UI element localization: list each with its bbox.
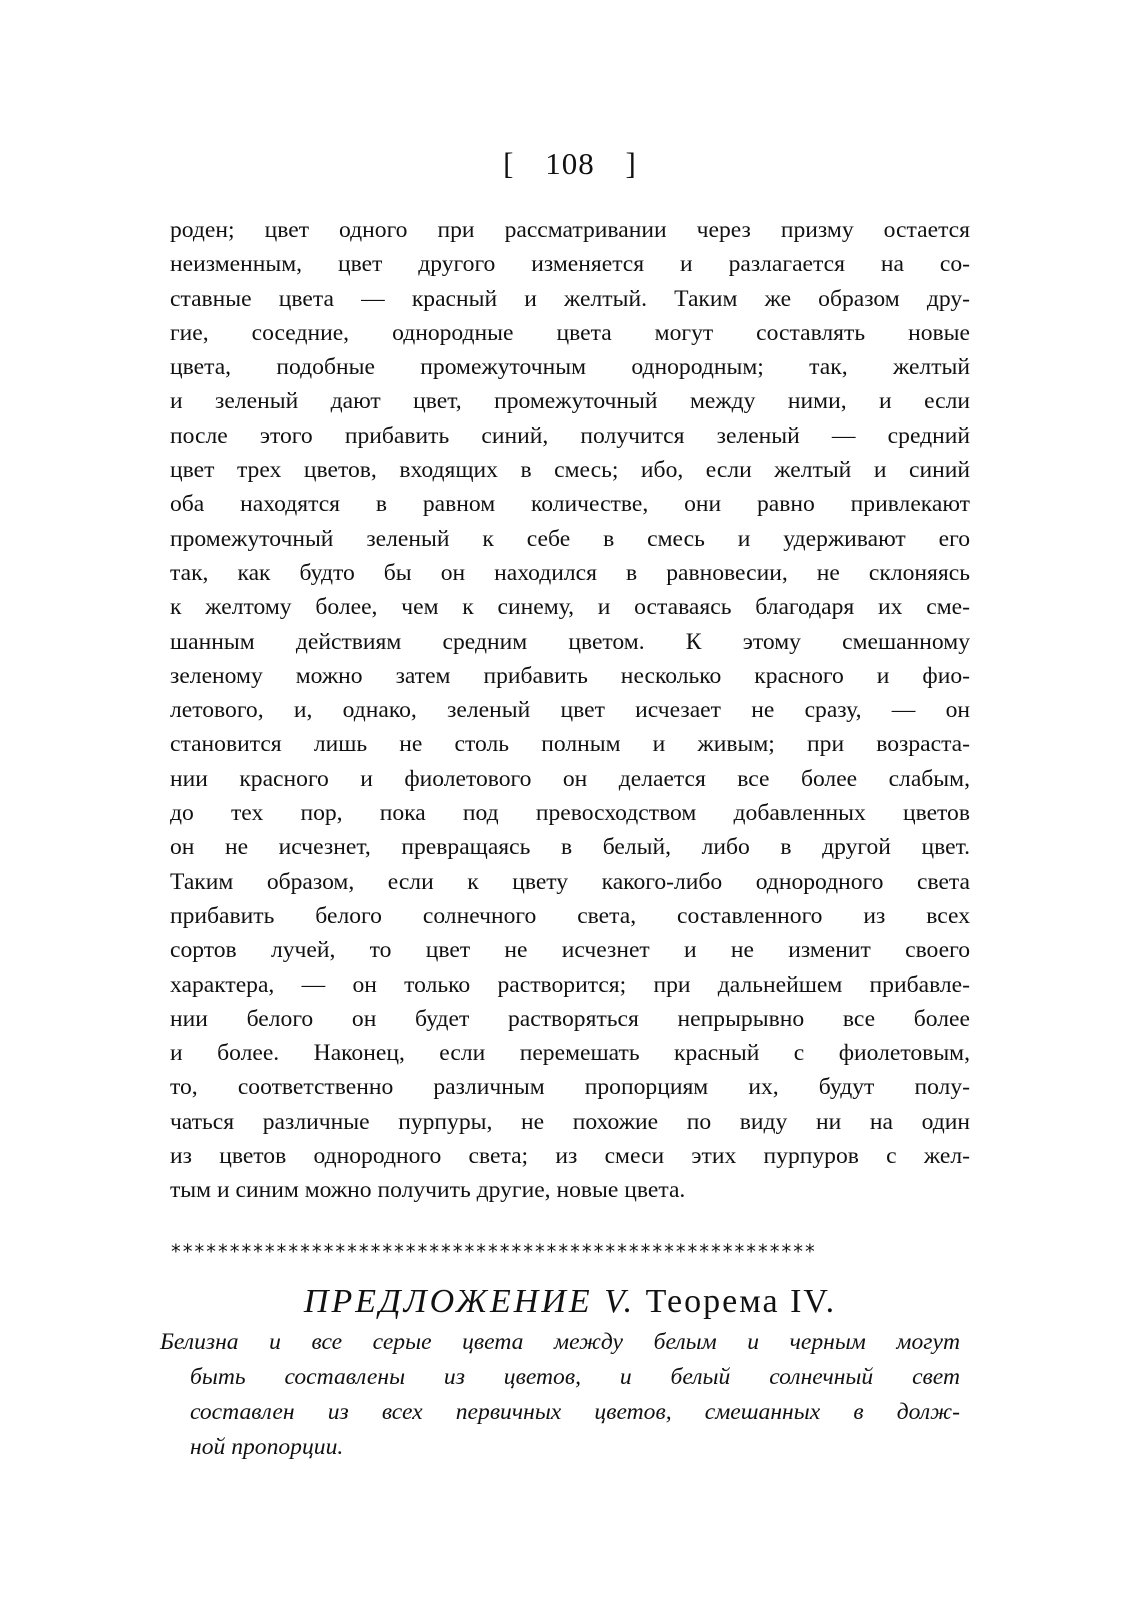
body-line: сортов лучей, то цвет не исчезнет и не изменит своего: [170, 937, 970, 964]
theorem-line: Белизна и все серые цвета между белым и черным могут: [160, 1329, 960, 1355]
body-line: промежуточный зеленый к себе в смесь и удерживают его: [170, 525, 970, 552]
body-line: шанным действиям средним цветом. К этому смешанному: [170, 628, 970, 655]
theorem-line: ной пропорции.: [190, 1434, 344, 1460]
body-line: нии белого он будет растворяться непрырывно все более: [170, 1005, 970, 1032]
body-line: цвет трех цветов, входящих в смесь; ибо, если желтый и синий: [170, 457, 970, 484]
body-line: так, как будто бы он находился в равновесии, не склоняясь: [170, 559, 970, 586]
body-line: чаться различные пурпуры, не похожие по виду ни на один: [170, 1108, 970, 1135]
body-line: тым и синим можно получить другие, новые цвета.: [170, 1177, 686, 1204]
body-text: [170, 213, 970, 1208]
body-line: из цветов однородного света; из смеси этих пурпуров с жел-: [170, 1143, 970, 1170]
body-line: зеленому можно затем прибавить несколько красного и фио-: [170, 662, 970, 689]
body-line: цвета, подобные промежуточным однородным; так, желтый: [170, 354, 970, 381]
body-line: Таким образом, если к цвету какого-либо однородного света: [170, 868, 970, 895]
asterisk-separator: *******************************************************: [170, 1240, 816, 1263]
proposition-label: ПРЕДЛОЖЕНИЕ V.: [303, 1283, 636, 1320]
body-line: летового, и, однако, зеленый цвет исчезает не сразу, — он: [170, 697, 970, 724]
page-number: [ 108 ]: [503, 146, 637, 181]
body-line: к желтому более, чем к синему, и оставаясь благодаря их сме-: [170, 594, 970, 621]
body-line: то, соответственно различным пропорциям их, будут полу-: [170, 1074, 970, 1101]
body-line: прибавить белого солнечного света, составленного из всех: [170, 902, 970, 929]
theorem-statement: [160, 1325, 960, 1465]
body-line: ставные цвета — красный и желтый. Таким же образом дру-: [170, 285, 970, 312]
body-line: до тех пор, пока под превосходством добавленных цветов: [170, 800, 970, 827]
body-line: оба находятся в равном количестве, они равно привлекают: [170, 491, 970, 518]
body-line: нии красного и фиолетового он делается все более слабым,: [170, 765, 970, 792]
body-line: он не исчезнет, превращаясь в белый, либо в другой цвет.: [170, 834, 970, 861]
body-line: и зеленый дают цвет, промежуточный между ними, и если: [170, 388, 970, 415]
proposition-heading: [0, 1280, 1140, 1324]
body-line: после этого прибавить синий, получится зеленый — средний: [170, 422, 970, 449]
body-line: неизменным, цвет другого изменяется и разлагается на со-: [170, 251, 970, 278]
body-line: гие, соседние, однородные цвета могут составлять новые: [170, 319, 970, 346]
body-line: становится лишь не столь полным и живым; при возраста-: [170, 731, 970, 758]
theorem-label: Теорема IV.: [645, 1283, 837, 1320]
theorem-line: быть составлены из цветов, и белый солнечный свет: [190, 1364, 960, 1390]
theorem-line: составлен из всех первичных цветов, смешанных в долж-: [190, 1399, 960, 1425]
body-line: и более. Наконец, если перемешать красный с фиолетовым,: [170, 1040, 970, 1067]
body-line: характера, — он только растворится; при дальнейшем прибавле-: [170, 971, 970, 998]
body-line: роден; цвет одного при рассматривании через призму остается: [170, 217, 970, 243]
